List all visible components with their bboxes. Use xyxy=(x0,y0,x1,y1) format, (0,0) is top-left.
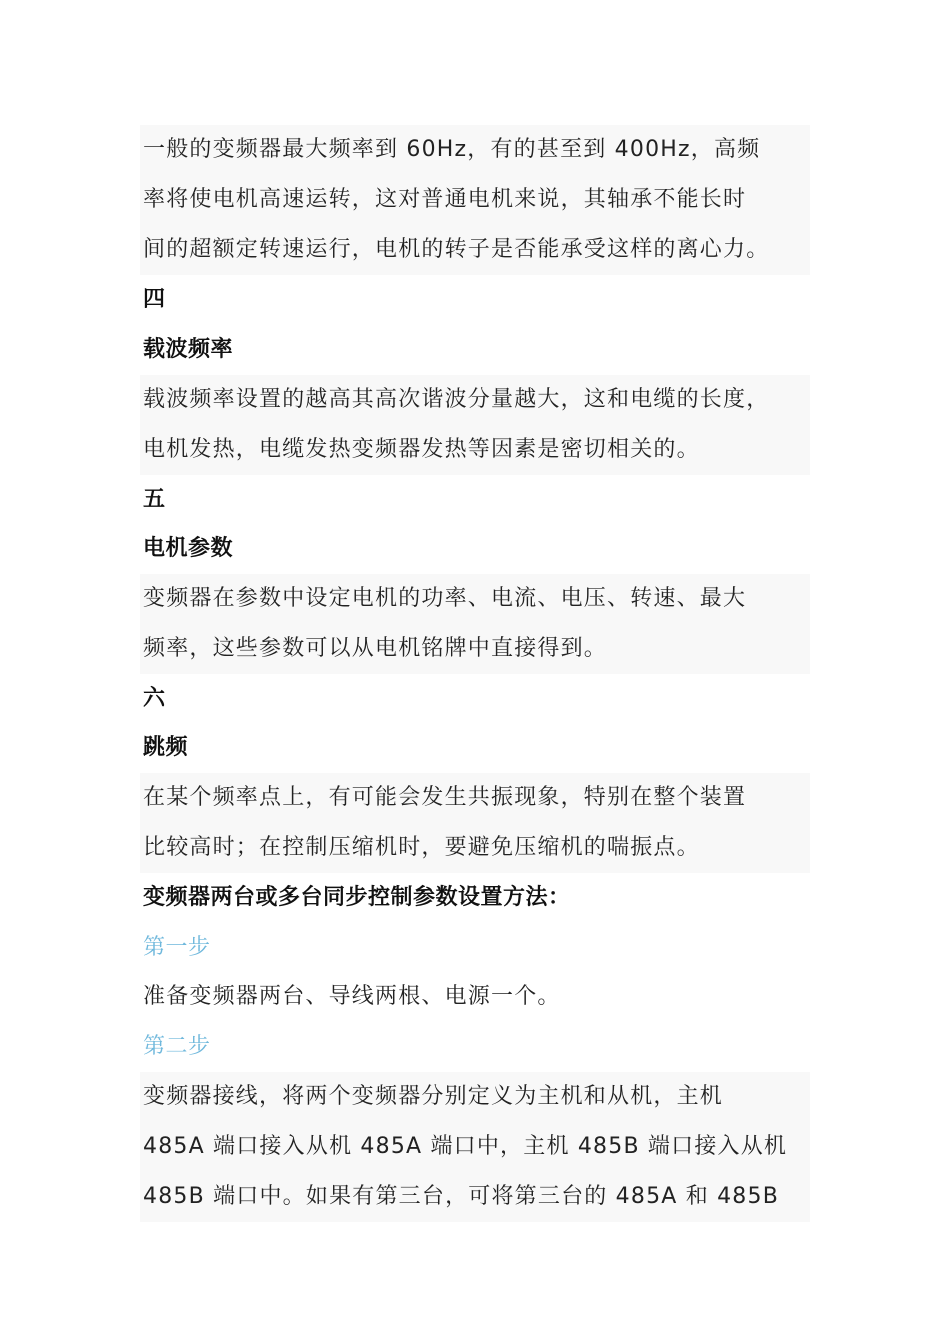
paragraph-line: 在某个频率点上，有可能会发生共振现象，特别在整个装置 xyxy=(143,785,747,810)
paragraph-line: 电机发热，电缆发热变频器发热等因素是密切相关的。 xyxy=(143,437,700,462)
section-number: 五 xyxy=(143,487,166,512)
section-number: 四 xyxy=(143,287,166,312)
paragraph-line: 载波频率设置的越高其高次谐波分量越大，这和电缆的长度， xyxy=(143,387,770,412)
section-title: 电机参数 xyxy=(143,536,234,561)
section-title: 跳频 xyxy=(143,735,189,760)
step-label: 第一步 xyxy=(143,935,211,960)
paragraph-line: 间的超额定转速运行，电机的转子是否能承受这样的离心力。 xyxy=(143,237,770,262)
step-text: 准备变频器两台、导线两根、电源一个。 xyxy=(143,984,561,1009)
step-text-line: 变频器接线，将两个变频器分别定义为主机和从机，主机 xyxy=(143,1084,724,1109)
paragraph-line: 变频器在参数中设定电机的功率、电流、电压、转速、最大 xyxy=(143,586,747,611)
paragraph-line: 频率，这些参数可以从电机铭牌中直接得到。 xyxy=(143,636,608,661)
paragraph-line: 比较高时；在控制压缩机时，要避免压缩机的喘振点。 xyxy=(143,835,700,860)
section-number: 六 xyxy=(143,686,166,711)
step-label: 第二步 xyxy=(143,1034,211,1059)
section-title: 载波频率 xyxy=(143,337,234,362)
paragraph-line: 一般的变频器最大频率到 60Hz，有的甚至到 400Hz，高频 xyxy=(143,137,761,162)
sync-title: 变频器两台或多台同步控制参数设置方法： xyxy=(143,885,571,910)
step-text-line: 485A 端口接入从机 485A 端口中，主机 485B 端口接入从机 xyxy=(143,1134,788,1159)
paragraph-line: 率将使电机高速运转，这对普通电机来说，其轴承不能长时 xyxy=(143,187,747,212)
step-text-line: 485B 端口中。如果有第三台，可将第三台的 485A 和 485B xyxy=(143,1184,779,1209)
